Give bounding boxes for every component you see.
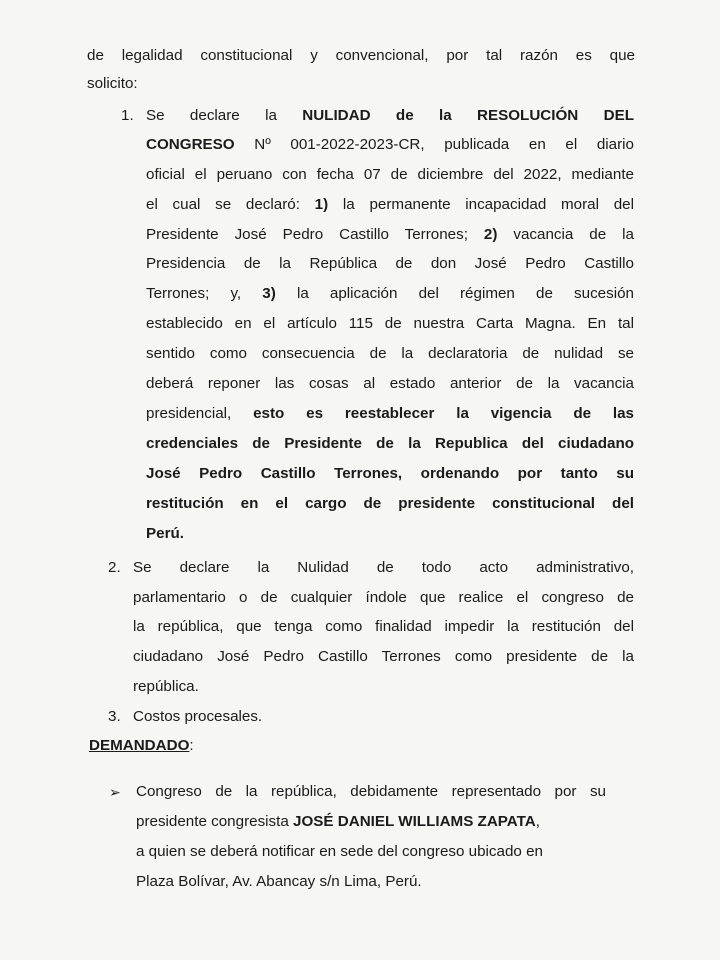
item-2-line-2: parlamentario o de cualquier índole que realice el congreso de xyxy=(133,589,634,606)
item-1-line-1 xyxy=(146,106,634,126)
text-segment: CONGRESO xyxy=(146,136,235,153)
item-1-line-11 xyxy=(146,404,634,424)
item-1-line-10: deberá reponer las cosas al estado anterior de la vacancia xyxy=(146,375,634,392)
text-segment: Se declare la xyxy=(146,107,303,124)
item-1-line-6: Presidencia de la República de don José Pedro Castillo xyxy=(146,255,634,272)
item-2-number: 2. xyxy=(108,559,121,576)
item-1-number: 1. xyxy=(121,107,134,124)
item-1-line-13: José Pedro Castillo Terrones, ordenando por tanto su xyxy=(146,465,634,482)
text-segment: , xyxy=(535,813,540,830)
text-segment: Terrones; y, xyxy=(146,285,263,302)
text-segment: JOSÉ DANIEL WILLIAMS ZAPATA xyxy=(293,813,536,830)
demandado-line-3: a quien se deberá notificar en sede del congreso ubicado en xyxy=(136,843,543,860)
text-segment: el cual se declaró: xyxy=(146,196,315,213)
item-1-line-15: Perú. xyxy=(146,525,184,542)
demandado-heading-row xyxy=(89,736,194,756)
item-3-number: 3. xyxy=(108,708,121,725)
text-segment: vacancia de la xyxy=(497,226,634,243)
text-segment: presidencial, xyxy=(146,405,254,422)
item-2-line-1: Se declare la Nulidad de todo acto administrativo, xyxy=(133,559,634,576)
demandado-colon: : xyxy=(189,737,194,754)
item-1-line-5 xyxy=(146,225,634,245)
item-2-line-3: la república, que tenga como finalidad impedir la restitución del xyxy=(133,618,634,635)
item-1-line-2 xyxy=(146,135,634,155)
item-1-line-7 xyxy=(146,284,634,304)
demandado-line-4: Plaza Bolívar, Av. Abancay s/n Lima, Perú. xyxy=(136,873,422,890)
item-1-line-14: restitución en el cargo de presidente constitucional del xyxy=(146,495,634,512)
item-2-line-4: ciudadano José Pedro Castillo Terrones como presidente de la xyxy=(133,648,634,665)
item-1-line-12: credenciales de Presidente de la Republica del ciudadano xyxy=(146,435,634,452)
demandado-line-1: Congreso de la república, debidamente representado por su xyxy=(136,783,606,800)
text-segment: la permanente incapacidad moral del xyxy=(328,196,635,213)
item-1-line-4 xyxy=(146,195,634,215)
text-segment: Presidente José Pedro Castillo Terrones; xyxy=(146,226,484,243)
item-1-line-9: sentido como consecuencia de la declaratoria de nulidad se xyxy=(146,345,634,362)
item-1-line-8: establecido en el artículo 115 de nuestra Carta Magna. En tal xyxy=(146,315,634,332)
text-segment: 2) xyxy=(483,226,498,243)
text-segment: presidente congresista xyxy=(136,813,294,830)
demandado-line-2 xyxy=(136,812,540,832)
item-2-line-5: república. xyxy=(133,678,199,695)
text-segment: la aplicación del régimen de sucesión xyxy=(275,285,634,302)
demandado-heading: DEMANDADO xyxy=(89,737,190,754)
intro-line-2: solicito: xyxy=(87,75,138,92)
text-segment: Nº 001-2022-2023-CR, publicada en el diario xyxy=(234,136,634,153)
intro-line-1: de legalidad constitucional y convencional, por tal razón es que xyxy=(87,47,635,64)
item-3-line-1: Costos procesales. xyxy=(133,708,263,725)
text-segment: esto es reestablecer la vigencia de las xyxy=(253,405,634,422)
arrow-bullet-icon: ➢ xyxy=(109,784,121,800)
item-1-line-3: oficial el peruano con fecha 07 de diciembre del 2022, mediante xyxy=(146,166,634,183)
text-segment: 1) xyxy=(314,196,329,213)
text-segment: NULIDAD de la RESOLUCIÓN DEL xyxy=(302,107,634,124)
text-segment: 3) xyxy=(262,285,276,302)
